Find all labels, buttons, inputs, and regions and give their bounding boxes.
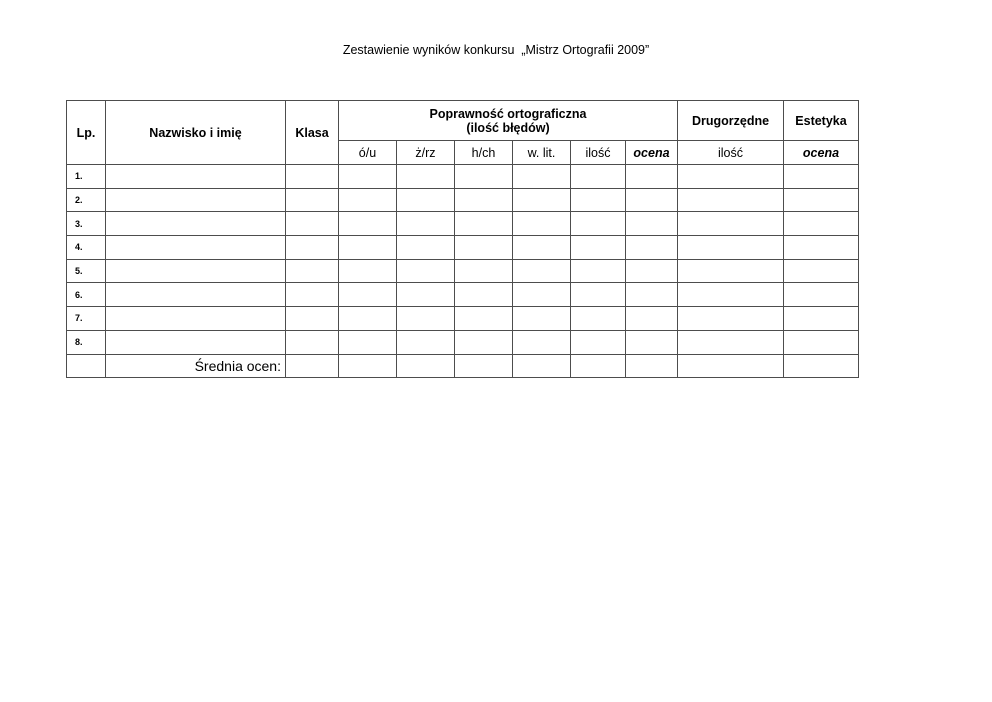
average-row [67,354,859,377]
table-row [67,283,859,307]
class-cell[interactable] [286,236,339,260]
class-cell[interactable] [286,330,339,354]
wlit-cell[interactable] [513,259,571,283]
class-cell[interactable] [286,307,339,331]
ocena-cell[interactable] [626,212,678,236]
header-spelling-subtitle: (ilość błędów) [466,120,550,135]
name-cell[interactable] [106,236,286,260]
zrz-cell[interactable] [397,330,455,354]
ocena-cell[interactable] [626,283,678,307]
hch-cell[interactable] [455,307,513,331]
table-row [67,165,859,189]
row-number: 2. [67,188,106,212]
hch-cell[interactable] [455,165,513,189]
class-cell[interactable] [286,259,339,283]
header-class: Klasa [286,101,339,165]
ou-cell[interactable] [339,212,397,236]
aesthetics-cell[interactable] [784,330,859,354]
ou-cell[interactable] [339,165,397,189]
ilosc-cell[interactable] [571,259,626,283]
name-cell[interactable] [106,283,286,307]
secondary-cell[interactable] [678,330,784,354]
ou-cell[interactable] [339,283,397,307]
ocena-cell[interactable] [626,307,678,331]
ilosc-cell[interactable] [571,330,626,354]
class-cell[interactable] [286,283,339,307]
zrz-cell[interactable] [397,236,455,260]
hch-cell[interactable] [455,330,513,354]
aesthetics-cell[interactable] [784,165,859,189]
aesthetics-cell[interactable] [784,236,859,260]
hch-cell[interactable] [455,236,513,260]
header-spelling-group [339,101,678,141]
average-row-blank [67,354,106,377]
name-cell[interactable] [106,307,286,331]
ilosc-cell[interactable] [571,236,626,260]
name-cell[interactable] [106,165,286,189]
table-row [67,236,859,260]
ilosc-cell[interactable] [571,307,626,331]
name-cell[interactable] [106,212,286,236]
results-table [66,100,859,378]
document-title: Zestawienie wyników konkursu „Mistrz Ortografii 2009” [342,43,650,57]
zrz-cell[interactable] [397,259,455,283]
average-label: Średnia ocen: [106,354,286,377]
row-number: 5. [67,259,106,283]
ilosc-cell[interactable] [571,212,626,236]
hch-cell[interactable] [455,283,513,307]
table-row [67,212,859,236]
secondary-cell[interactable] [678,259,784,283]
class-cell[interactable] [286,188,339,212]
ocena-cell[interactable] [626,330,678,354]
secondary-cell[interactable] [678,283,784,307]
wlit-cell[interactable] [513,283,571,307]
ou-cell[interactable] [339,307,397,331]
subheader-hch: h/ch [455,141,513,165]
ocena-cell[interactable] [626,236,678,260]
name-cell[interactable] [106,188,286,212]
wlit-cell[interactable] [513,307,571,331]
table-row [67,307,859,331]
subheader-zrz: ż/rz [397,141,455,165]
average-aesthetics-cell[interactable] [784,354,859,377]
average-secondary-cell[interactable] [678,354,784,377]
zrz-cell[interactable] [397,212,455,236]
header-secondary: Drugorzędne [678,101,784,141]
subheader-ou: ó/u [339,141,397,165]
class-cell[interactable] [286,212,339,236]
average-class-cell[interactable] [286,354,339,377]
row-number: 6. [67,283,106,307]
aesthetics-cell[interactable] [784,307,859,331]
ocena-cell[interactable] [626,259,678,283]
row-number: 7. [67,307,106,331]
header-row-main [67,101,859,141]
average-ocena-cell[interactable] [626,354,678,377]
hch-cell[interactable] [455,188,513,212]
secondary-cell[interactable] [678,307,784,331]
row-number: 3. [67,212,106,236]
name-cell[interactable] [106,259,286,283]
aesthetics-cell[interactable] [784,188,859,212]
subheader-aesthetics-ocena: ocena [784,141,859,165]
header-lp: Lp. [67,101,106,165]
class-cell[interactable] [286,165,339,189]
aesthetics-cell[interactable] [784,259,859,283]
hch-cell[interactable] [455,212,513,236]
subheader-secondary-ilosc: ilość [678,141,784,165]
ou-cell[interactable] [339,330,397,354]
average-ilosc-cell[interactable] [571,354,626,377]
wlit-cell[interactable] [513,165,571,189]
ou-cell[interactable] [339,188,397,212]
aesthetics-cell[interactable] [784,212,859,236]
table-row [67,188,859,212]
average-hch-cell[interactable] [455,354,513,377]
ou-cell[interactable] [339,259,397,283]
table-row [67,259,859,283]
subheader-wlit: w. lit. [513,141,571,165]
hch-cell[interactable] [455,259,513,283]
secondary-cell[interactable] [678,165,784,189]
row-number: 1. [67,165,106,189]
wlit-cell[interactable] [513,236,571,260]
zrz-cell[interactable] [397,283,455,307]
row-number: 8. [67,330,106,354]
table-row [67,330,859,354]
average-wlit-cell[interactable] [513,354,571,377]
secondary-cell[interactable] [678,236,784,260]
secondary-cell[interactable] [678,188,784,212]
zrz-cell[interactable] [397,307,455,331]
zrz-cell[interactable] [397,165,455,189]
average-ou-cell[interactable] [339,354,397,377]
header-name: Nazwisko i imię [106,101,286,165]
ilosc-cell[interactable] [571,283,626,307]
row-number: 4. [67,236,106,260]
header-spelling-title: Poprawność ortograficzna [429,106,587,121]
ou-cell[interactable] [339,236,397,260]
header-aesthetics: Estetyka [784,101,859,141]
wlit-cell[interactable] [513,212,571,236]
wlit-cell[interactable] [513,330,571,354]
average-zrz-cell[interactable] [397,354,455,377]
ilosc-cell[interactable] [571,165,626,189]
secondary-cell[interactable] [678,212,784,236]
zrz-cell[interactable] [397,188,455,212]
ilosc-cell[interactable] [571,188,626,212]
aesthetics-cell[interactable] [784,283,859,307]
wlit-cell[interactable] [513,188,571,212]
subheader-ocena: ocena [626,141,678,165]
ocena-cell[interactable] [626,188,678,212]
ocena-cell[interactable] [626,165,678,189]
name-cell[interactable] [106,330,286,354]
subheader-ilosc: ilość [571,141,626,165]
